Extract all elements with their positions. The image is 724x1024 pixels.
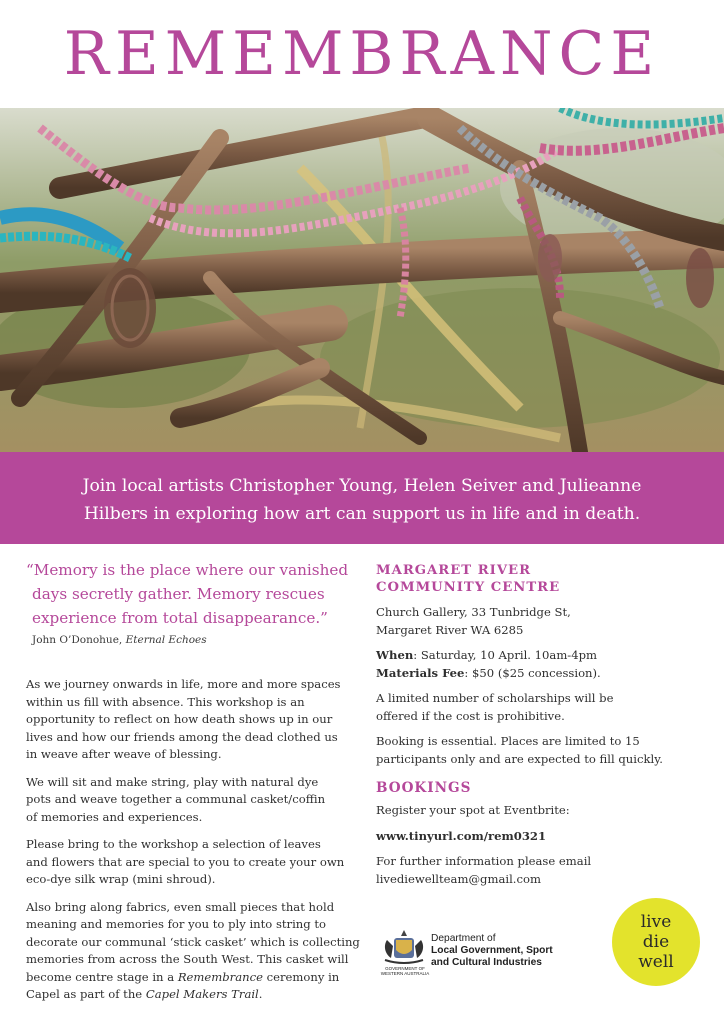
paragraph-line: of memories and experiences. bbox=[26, 809, 203, 824]
text-span: ceremony in bbox=[262, 969, 340, 984]
paragraph-line bbox=[26, 986, 356, 1004]
logo-line-2: die bbox=[642, 932, 670, 952]
email-link[interactable]: livediewellteam@gmail.com bbox=[376, 871, 541, 886]
paragraph-line: meaning and memories for you to ply into string to bbox=[26, 917, 327, 931]
address-line-2: Margaret River WA 6285 bbox=[376, 622, 524, 637]
crest-label bbox=[377, 966, 433, 976]
when-line bbox=[376, 647, 706, 665]
paragraph-line: Also bring along fabrics, even small pieces that hold bbox=[26, 899, 335, 914]
venue-name-line-2: COMMUNITY CENTRE bbox=[376, 580, 561, 595]
paragraph-line: We will sit and make string, play with natural dye bbox=[26, 774, 319, 789]
bookings-heading: BOOKINGS bbox=[376, 780, 472, 796]
venue-heading bbox=[376, 562, 706, 596]
booking-line-1: Booking is essential. Places are limited to 15 bbox=[376, 734, 640, 748]
contact-info bbox=[376, 853, 706, 888]
paragraph-line: decorate our communal ‘stick casket’ which is collecting bbox=[26, 934, 360, 949]
photo-illustration bbox=[0, 108, 724, 452]
fee-label: Materials Fee bbox=[376, 665, 465, 680]
text-span: become centre stage in a bbox=[26, 969, 178, 984]
capel-makers-trail-italic: Capel Makers Trail bbox=[145, 987, 259, 1001]
scholarship-line-2: offered if the cost is prohibitive. bbox=[376, 708, 565, 723]
booking-note bbox=[376, 733, 706, 768]
department-name bbox=[431, 933, 553, 969]
quote-line-1: “Memory is the place where our vanished bbox=[26, 561, 349, 579]
left-column bbox=[26, 558, 360, 1004]
paragraph-line: in weave after weave of blessing. bbox=[26, 747, 222, 761]
scholarship-note bbox=[376, 690, 706, 725]
venue-address bbox=[376, 604, 706, 639]
crest-label-line-1: GOVERNMENT OF bbox=[385, 966, 425, 971]
description-paragraph-1 bbox=[26, 676, 356, 764]
scholarship-line-1: A limited number of scholarships will be bbox=[376, 691, 614, 705]
description-paragraph-2 bbox=[26, 774, 356, 827]
government-logo bbox=[377, 924, 567, 984]
intro-banner bbox=[0, 452, 724, 544]
paragraph-line bbox=[26, 969, 356, 987]
banner-line-2: Hilbers in exploring how art can support us in life and in death. bbox=[83, 504, 641, 524]
paragraph-line: opportunity to reflect on how death shows up in our bbox=[26, 712, 333, 726]
banner-line-1: Join local artists Christopher Young, Helen Seiver and Julieanne bbox=[82, 476, 642, 496]
paragraph-line: Please bring to the workshop a selection of leaves bbox=[26, 837, 321, 851]
address-line-1: Church Gallery, 33 Tunbridge St, bbox=[376, 605, 571, 619]
department-line-3: and Cultural Industries bbox=[431, 957, 542, 968]
paragraph-line: and flowers that are special to you to create your own bbox=[26, 854, 345, 869]
page-title: REMEMBRANCE bbox=[63, 19, 661, 89]
paragraph-line: within us fill with absence. This workshop is an bbox=[26, 694, 305, 709]
paragraph-line: pots and weave together a communal casket/coffin bbox=[26, 792, 326, 806]
quote-author: John O’Donohue, bbox=[32, 634, 123, 646]
paragraph-line: eco-dye silk wrap (mini shroud). bbox=[26, 872, 216, 886]
quote-source: Eternal Echoes bbox=[125, 634, 207, 646]
right-column bbox=[376, 562, 706, 888]
remembrance-italic: Remembrance bbox=[177, 969, 263, 984]
logo-line-1: live bbox=[640, 912, 672, 932]
crest-label-line-2: WESTERN AUSTRALIA bbox=[380, 971, 430, 976]
woven-branches-photo bbox=[0, 108, 724, 452]
fee-value: : $50 ($25 concession). bbox=[464, 665, 601, 680]
register-text: Register your spot at Eventbrite: bbox=[376, 803, 570, 817]
venue-name-line-1: MARGARET RIVER bbox=[376, 563, 532, 578]
paragraph-line: As we journey onwards in life, more and more spaces bbox=[26, 677, 341, 691]
fee-line bbox=[376, 665, 706, 683]
when-value: : Saturday, 10 April. 10am-4pm bbox=[413, 648, 598, 662]
department-line-1: Department of bbox=[431, 933, 496, 944]
quote bbox=[26, 558, 356, 630]
event-details bbox=[376, 647, 706, 682]
quote-line-2: days secretly gather. Memory rescues bbox=[32, 585, 325, 603]
quote-attribution bbox=[32, 634, 356, 646]
info-line: For further information please email bbox=[376, 854, 592, 868]
text-span: . bbox=[258, 987, 263, 1001]
description-paragraph-3 bbox=[26, 836, 356, 889]
booking-line-2: participants only and are expected to fill quickly. bbox=[376, 751, 663, 766]
paragraph-line: memories from across the South West. This casket will bbox=[26, 952, 349, 966]
paragraph-line: lives and how our friends among the dead clothed us bbox=[26, 729, 338, 744]
department-line-2: Local Government, Sport bbox=[431, 945, 553, 956]
description-paragraph-4 bbox=[26, 899, 360, 1004]
quote-line-3: experience from total disappearance.” bbox=[32, 609, 328, 627]
when-label: When bbox=[376, 648, 414, 662]
logo-line-3: well bbox=[638, 952, 674, 972]
text-span: Capel as part of the bbox=[26, 987, 146, 1001]
live-die-well-logo bbox=[612, 898, 700, 986]
eventbrite-link[interactable]: www.tinyurl.com/rem0321 bbox=[376, 828, 547, 843]
